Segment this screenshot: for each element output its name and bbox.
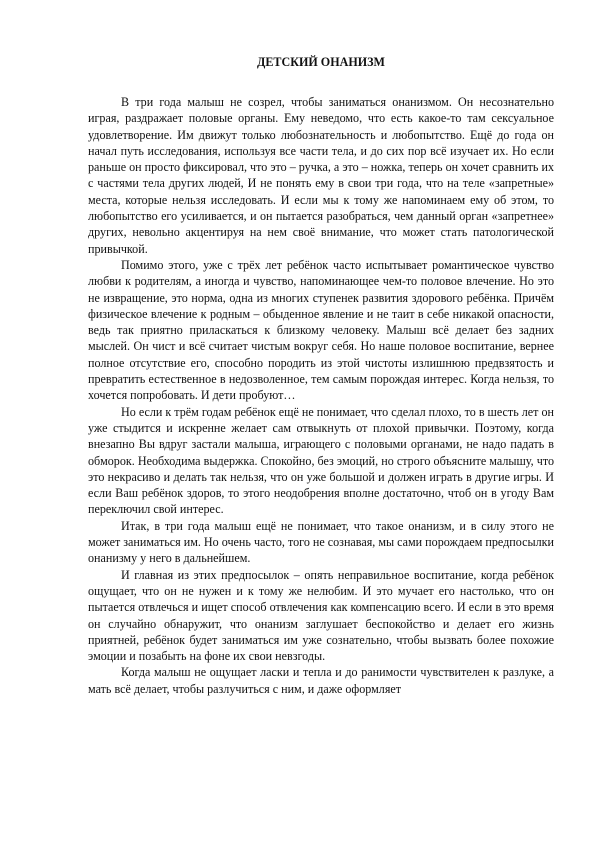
paragraph-5: И главная из этих предпосылок – опять неправильное воспитание, когда ребёнок ощущает, что он не нужен и к тому же нелюбим. И это мучает его настолько, что он пытается отвлечься и ищет способ отвлечения как компенсацию всего. И если в это время он случайно обнаружит, что онанизм заглушает беспокойство и делает его жизнь приятней, ребёнок будет заниматься им уже сознательно, чтобы вызвать более похожие эмоции и позабыть на фоне их свои невзгоды. (88, 567, 554, 664)
paragraph-2: Помимо этого, уже с трёх лет ребёнок часто испытывает романтическое чувство любви к родителям, а иногда и чувство, напоминающее чем-то половое влечение. Но это не извращение, это норма, одна из многих ступенек развития здорового ребёнка. Причём физическое влечение к родным – обыденное явление и не таит в себе никакой опасности, ведь так приятно прилaскаться к близкому человеку. Малыш всё делает без задних мыслей. Он чист и всё считает чистым вокруг себя. Но наше половое воспитание, вернее полное отсутствие его, способно породить из этой чистоты излишнюю предвзятость и превратить естественное в недозволенное, тем самым порождая интерес. Когда нельзя, то хочется попробовать. И дети пробуют… (88, 257, 554, 403)
paragraph-6: Когда малыш не ощущает ласки и тепла и до ранимости чувствителен к разлуке, а мать всё делает, чтобы разлучиться с ним, и даже оформляет (88, 665, 554, 696)
paragraph-3: Но если к трём годам ребёнок ещё не понимает, что сделал плохо, то в шесть лет он уже стыдится и искренне желает сам отвыкнуть от плохой привычки. Поэтому, когда внезапно Вы вдруг застали малыша, играющего с половыми органами, не надо падать в обморок. Необходима выдержка. Спокойно, без эмоций, но строго объясните малышу, что это некрасиво и делать так нельзя, что он уже большой и должен играть в другие игры. И если Ваш ребёнок здоров, то этого неодобрения вполне достаточно, чтоб он в угоду Вам переключил свой интерес. (88, 404, 554, 517)
paragraph-4: Итак, в три года малыш ещё не понимает, что такое онанизм, и в силу этого не может заниматься им. Но очень часто, того не сознавая, мы сами порождаем предпосылки онанизму у него в дальнейшем. (88, 518, 554, 566)
document-page (88, 54, 554, 697)
paragraph-1: В три года малыш не созрел, чтобы заниматься онанизмом. Он несознательно играя, раздражает половые органы. Ему неведомо, что есть какое-то там сексуальное удовлетворение. Им движут только любознательность и любопытство. Ещё до года он начал путь исследования, используя все части тела, и до сих пор всё изучает их. Но если раньше он просто фиксировал, что это – ручка, а это – ножка, теперь он хочет сравнить их с частями тела других людей, И не понять ему в свои три года, что на теле «запретные» места, которые нельзя исследовать. И если мы к тому же напоминаем ему об этом, то любопытство его усиливается, и он пытается разобраться, чем данный орган «запретнее» других, невольно акцентируя на нем своё внимание, что может стать патологической привычкой. (88, 95, 554, 256)
document-title: ДЕТСКИЙ ОНАНИЗМ (257, 55, 385, 69)
